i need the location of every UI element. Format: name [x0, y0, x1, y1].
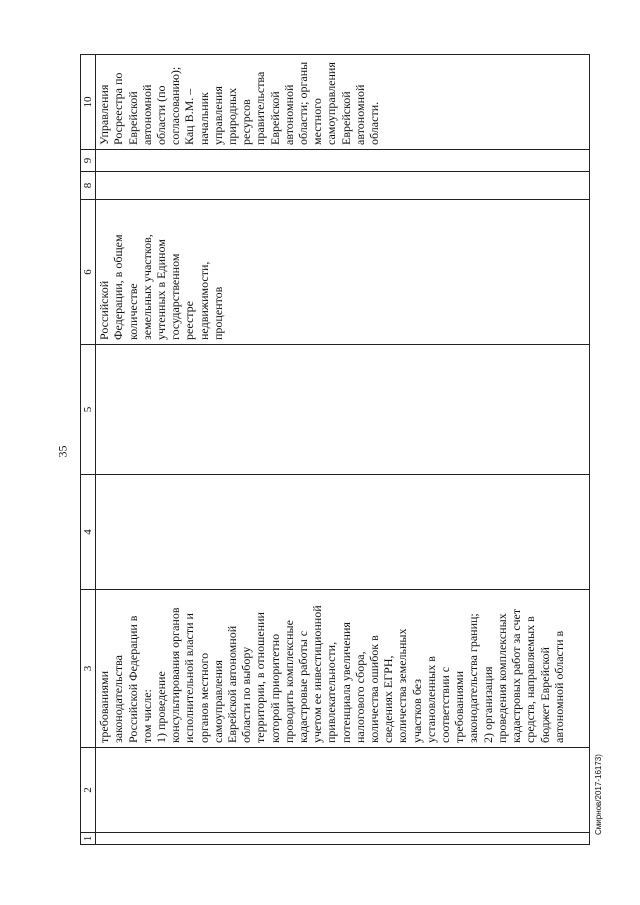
cell-col-9	[96, 150, 590, 172]
cell-text-line: автономной	[139, 84, 154, 145]
cell-text-line: требованиями	[97, 670, 112, 743]
col-header-9: 9	[81, 150, 96, 172]
cell-text-line: Еврейской	[338, 91, 353, 145]
cell-text-line: Российской	[97, 280, 112, 340]
cell-text-line: кадастровых работ за счет	[509, 608, 524, 743]
cell-text-line: Росреестра по	[111, 72, 126, 145]
cell-text-line: законодательства	[111, 655, 126, 743]
cell-text-line: проведения комплексных	[494, 613, 509, 743]
cell-text-line: ресурсов	[239, 99, 254, 145]
cell-text-line: которой приоритетно	[267, 633, 282, 743]
cell-text-line: природных	[225, 87, 240, 145]
cell-text-line: исполнительной власти и	[182, 613, 197, 743]
cell-text-line: кадастровые работы с	[296, 630, 311, 743]
cell-text-line: Федерации, в общем	[111, 234, 126, 340]
cell-text-line: 2) организация	[480, 666, 495, 743]
cell-col-10-responsible	[96, 55, 590, 150]
cell-text-line: Кац В.М. –	[182, 88, 197, 145]
cell-col-1	[96, 833, 590, 845]
cell-text-line: земельных участков,	[139, 234, 154, 340]
table-row	[96, 55, 590, 845]
cell-text-line: области по выбору	[239, 646, 254, 743]
cell-text-line: участков без	[409, 679, 424, 743]
cell-text-line: Еврейской автономной	[225, 625, 240, 743]
column-number-row	[81, 55, 96, 845]
cell-text-line: Российской Федерации в	[125, 615, 140, 743]
cell-text-line: требованиями	[452, 670, 467, 743]
cell-text-line: местного	[310, 98, 325, 145]
cell-text-line: соответствии с	[438, 666, 453, 743]
cell-text-line: автономной	[281, 84, 296, 145]
cell-text-line: налогового сбора,	[352, 651, 367, 743]
col-header-2: 2	[81, 748, 96, 833]
cell-text-line: самоуправления	[210, 660, 225, 743]
cell-text-line: Еврейской	[267, 91, 282, 145]
col-header-1: 1	[81, 833, 96, 845]
cell-text-line: автономной области в	[551, 630, 566, 743]
col-header-6: 6	[81, 200, 96, 345]
cell-text-line: территории, в отношении	[253, 612, 268, 743]
cell-text-line: согласованию);	[168, 66, 183, 145]
col-header-10: 10	[81, 55, 96, 150]
cell-text-line: учтенных в Едином	[154, 239, 169, 340]
page-number: 35	[55, 445, 70, 458]
cell-text-line: Еврейской	[125, 91, 140, 145]
cell-text-line: 1) проведение	[154, 671, 169, 743]
cell-text-line: средств, направляемых в	[523, 616, 538, 743]
cell-text-line: органов местного	[196, 652, 211, 743]
cell-col-6-indicator	[96, 200, 590, 345]
cell-text-line: сведениях ЕГРН,	[381, 655, 396, 743]
cell-text-line: управления	[210, 86, 225, 145]
cell-text-line: количестве	[125, 283, 140, 340]
col-header-3: 3	[81, 590, 96, 748]
cell-text-line: автономной	[352, 84, 367, 145]
cell-text-line: том числе:	[139, 689, 154, 743]
cell-text-line: привлекательности,	[324, 641, 339, 743]
col-header-5: 5	[81, 345, 96, 475]
cell-text-line: консультирования органов	[168, 607, 183, 743]
cell-text-line: учетом ее инвестиционной	[310, 605, 325, 743]
cell-col-8	[96, 172, 590, 200]
document-code: Смирнов/2017-16173)	[594, 754, 603, 835]
cell-text-line: проводить комплексные	[281, 620, 296, 743]
col-header-4: 4	[81, 475, 96, 590]
cell-text-line: процентов	[210, 286, 225, 340]
cell-text-line: самоуправления	[324, 62, 339, 145]
cell-text-line: реестре	[182, 301, 197, 340]
col-header-8: 8	[81, 172, 96, 200]
cell-text-line: недвижимости,	[196, 261, 211, 340]
cell-text-line: законодательства границ;	[466, 613, 481, 743]
cell-text-line: установленных в	[423, 656, 438, 743]
cell-col-4	[96, 475, 590, 590]
cell-col-5	[96, 345, 590, 475]
rotated-table-wrapper	[80, 55, 590, 845]
cell-col-2	[96, 748, 590, 833]
cell-text-line: правительства	[253, 71, 268, 145]
cell-text-line: области (по	[154, 85, 169, 145]
cell-text-line: Управления	[97, 84, 112, 145]
cell-text-line: количества ошибок в	[367, 635, 382, 743]
cell-text-line: области; органы	[296, 61, 311, 145]
cell-text-line: государственном	[168, 253, 183, 340]
cell-text-line: начальник	[196, 92, 211, 145]
cell-text-line: области.	[367, 101, 382, 145]
cell-text-line: количества земельных	[395, 628, 410, 743]
cell-col-3-activity	[96, 590, 590, 748]
cell-text-line: потенциала увеличения	[338, 622, 353, 743]
plan-table	[80, 54, 590, 845]
cell-text-line: бюджет Еврейской	[537, 647, 552, 743]
